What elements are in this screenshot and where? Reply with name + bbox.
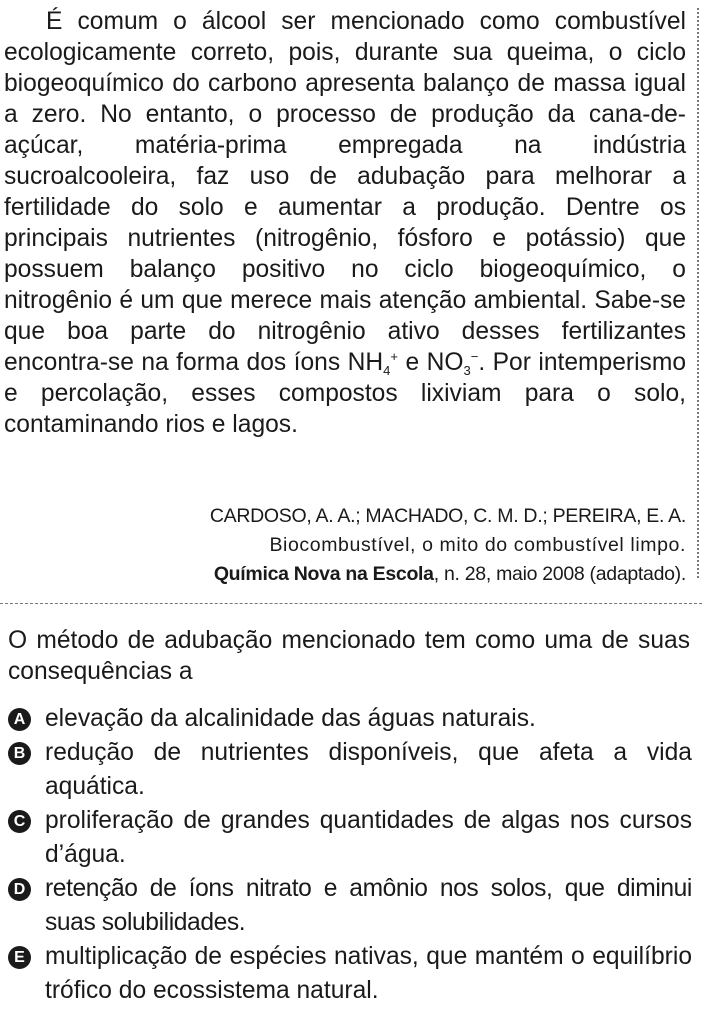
ammonium-subscript: 4 (383, 363, 391, 378)
option-e-text: multiplicação de espécies nativas, que mantém o equilíbrio trófico do ecossistema natural. (45, 943, 692, 1004)
option-e[interactable] (8, 940, 692, 1008)
option-d-text: retenção de íons nitrato e amônio nos solos, que diminui suas solubilidades. (45, 875, 692, 936)
option-c-badge: C (8, 810, 31, 833)
source-title: Biocombustível, o mito do combustível limpo. (269, 534, 686, 556)
source-journal: Química Nova na Escola (213, 563, 434, 585)
option-e-badge: E (8, 946, 31, 969)
nitrate-subscript: 3 (463, 363, 471, 378)
option-b-text: redução de nutrientes disponíveis, que afeta a vida aquática. (45, 739, 692, 800)
option-d-badge: D (8, 878, 31, 901)
source-details: , n. 28, maio 2008 (adaptado). (433, 563, 686, 585)
option-d[interactable] (8, 872, 692, 940)
answer-options (8, 702, 692, 1008)
option-a-badge: A (8, 708, 31, 731)
option-b[interactable] (8, 736, 692, 804)
ammonium-charge: + (390, 349, 398, 364)
source-authors: CARDOSO, A. A.; MACHADO, C. M. D.; PEREIRA, E. A. (209, 505, 686, 527)
passage-text-between: e NO (397, 349, 464, 376)
passage-text (4, 6, 686, 440)
source-publication (86, 560, 686, 589)
section-divider (0, 603, 702, 604)
option-c[interactable] (8, 804, 692, 872)
passage-paragraph (4, 6, 686, 440)
option-b-badge: B (8, 742, 31, 765)
option-a[interactable] (8, 702, 692, 736)
passage-text-end: . Por intemperismo e percolação, esses compostos lixiviam para o solo, contaminando rios e lagos. (4, 349, 686, 438)
margin-rule (697, 8, 699, 578)
option-a-text: elevação da alcalinidade das águas naturais. (45, 705, 536, 732)
nitrate-charge: − (470, 349, 479, 364)
passage-text-main: É comum o álcool ser mencionado como combustível ecologicamente correto, pois, durante sua queima, o ciclo biogeoquímico do carbono apresenta balanço de massa igual a zero. No entanto, o processo de produção da cana-de-açúcar, matéria-prima empregada na indústria sucroalcooleira, faz uso de adubação para melhorar a fertilidade do solo e aumentar a produção. Dentre os principais nutrientes (nitrogênio, fósforo e potássio) que possuem balanço positivo no ciclo biogeoquímico, o nitrogênio é um que merece mais atenção ambiental. Sabe-se que boa parte do nitrogênio ativo desses fertilizantes encontra-se na forma dos íons NH (4, 8, 686, 376)
source-citation (86, 502, 686, 589)
option-c-text: proliferação de grandes quantidades de algas nos cursos d’água. (45, 807, 692, 868)
question-stem: O método de adubação mencionado tem como uma de suas consequências a (8, 627, 690, 685)
